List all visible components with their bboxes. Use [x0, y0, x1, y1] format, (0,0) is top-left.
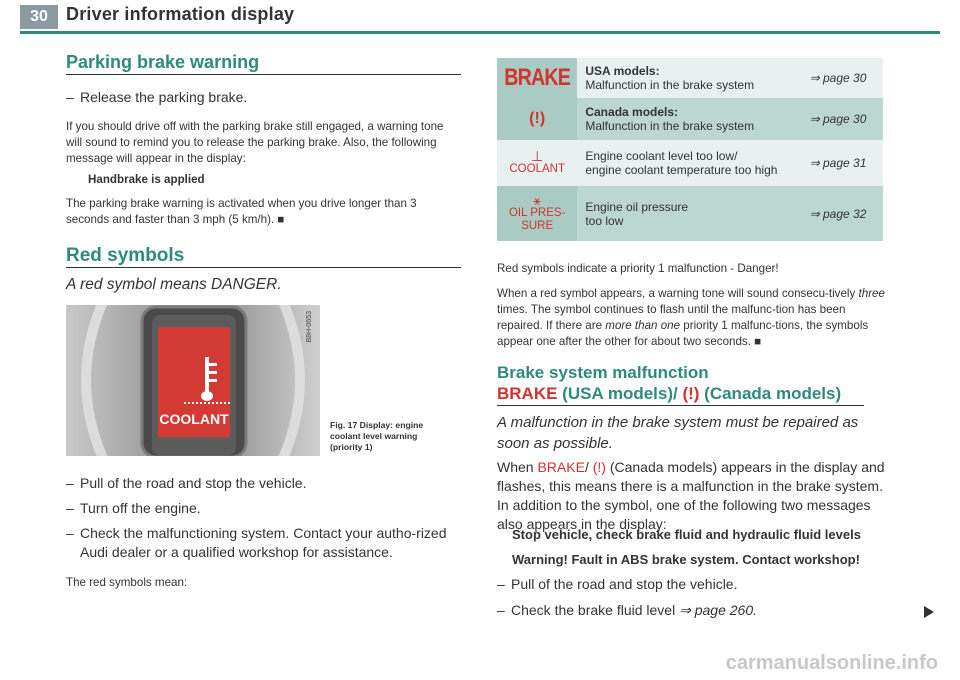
heading-brake-malfunction: Brake system malfunction BRAKE (USA models)/ (!) (Canada models) [497, 363, 842, 403]
parking-para-2: The parking brake warning is activated when you drive longer than 3 seconds and faster than 3 mph (5 km/h). ■ [66, 197, 417, 226]
header-rule [20, 31, 940, 34]
table-desc: Engine coolant level too low/ engine coolant temperature too high [577, 140, 793, 186]
continue-arrow-icon [924, 606, 934, 618]
instrument-cluster-image [66, 305, 320, 456]
table-page-ref: ⇒ page 30 [793, 98, 883, 140]
watermark: carmanualsonline.info [725, 652, 938, 674]
figure-code: B8H-0653 [306, 311, 313, 343]
step-turn-off-engine: – Turn off the engine. [66, 500, 201, 516]
step-check-system: – Check the malfunctioning system. Contact your autho-rized Audi dealer or a qualified workshop for assistance. [66, 525, 447, 560]
parking-para-1: If you should drive off with the parking brake still engaged, a warning tone will sound to remind you to release the parking brake. Also, the following message will appear in the display: [66, 120, 444, 165]
thermometer-tick [209, 363, 217, 366]
heading-red-symbols: Red symbols [66, 245, 185, 266]
oil-pressure-symbol-cell: ⚹ OIL PRES-SURE [497, 186, 577, 241]
table-row [497, 140, 883, 186]
thermometer-tick [209, 371, 217, 374]
coolant-waves [184, 402, 230, 408]
message-stop-vehicle: Stop vehicle, check brake fluid and hydraulic fluid levels [512, 527, 861, 542]
step-pull-over: – Pull of the road and stop the vehicle. [66, 475, 307, 491]
figure-caption: Fig. 17 Display: engine coolant level warning (priority 1) [330, 420, 424, 452]
brake-symbol: BRAKE [504, 64, 571, 91]
priority-para: Red symbols indicate a priority 1 malfunction - Danger! [497, 262, 779, 275]
heading-rule [66, 267, 461, 268]
brake-symbol-cell [497, 58, 577, 98]
brake-circle-icon: (!) [592, 459, 606, 475]
table-desc: Engine oil pressure too low [577, 186, 793, 241]
coolant-symbol-cell: ⊥ COOLANT [497, 140, 577, 186]
heading-rule [497, 405, 864, 406]
step-check-brake-fluid: – Check the brake fluid level ⇒ page 260. [497, 602, 757, 618]
thermometer-tick [209, 379, 217, 382]
thermometer-bulb [201, 391, 213, 401]
table-row [497, 186, 883, 241]
heading-parking-brake-warning: Parking brake warning [66, 52, 260, 72]
table-page-ref: ⇒ page 30 [793, 58, 883, 98]
oil-can-icon: ⚹ [533, 193, 542, 208]
heading-rule [66, 74, 461, 75]
step-pull-over: – Pull of the road and stop the vehicle. [497, 576, 738, 592]
figure-coolant-display [66, 305, 320, 456]
table-desc: USA models: Malfunction in the brake system [577, 58, 793, 98]
coolant-display-label: COOLANT [159, 411, 229, 427]
brake-para: When BRAKE/ (!) (Canada models) appears in the display and flashes, this means there is a malfunction in the brake system. In addition to the symbol, one of the following two messages also appears in the display: [497, 459, 885, 532]
running-header: Driver information display [66, 4, 295, 24]
thermometer-icon: ⊥ [531, 148, 544, 164]
red-symbols-subtitle: A red symbol means DANGER. [66, 276, 282, 293]
step-release-brake: – Release the parking brake. [66, 89, 248, 105]
red-symbols-table [497, 58, 883, 241]
message-abs-fault: Warning! Fault in ABS brake system. Contact workshop! [512, 552, 860, 567]
table-row [497, 58, 883, 98]
table-page-ref: ⇒ page 31 [793, 140, 883, 186]
brake-circle-icon: (!) [682, 384, 700, 403]
brake-circle-icon: (!) [497, 98, 577, 140]
brake-subtitle: A malfunction in the brake system must be repaired as soon as possible. [497, 414, 859, 452]
message-handbrake: Handbrake is applied [88, 173, 205, 186]
table-page-ref: ⇒ page 32 [793, 186, 883, 241]
table-row [497, 98, 883, 140]
warning-tone-para: When a red symbol appears, a warning tone will sound consecu-tively three times. The symbol continues to flash until the malfunc-tion has been repaired. If there are more than one priority 1 malfunc-tions, the symbols appear one after the other for about two seconds. ■ [497, 287, 885, 348]
red-symbols-note: The red symbols mean: [66, 576, 188, 589]
page-number: 30 [20, 5, 58, 29]
table-desc: Canada models: Malfunction in the brake system [577, 98, 793, 140]
